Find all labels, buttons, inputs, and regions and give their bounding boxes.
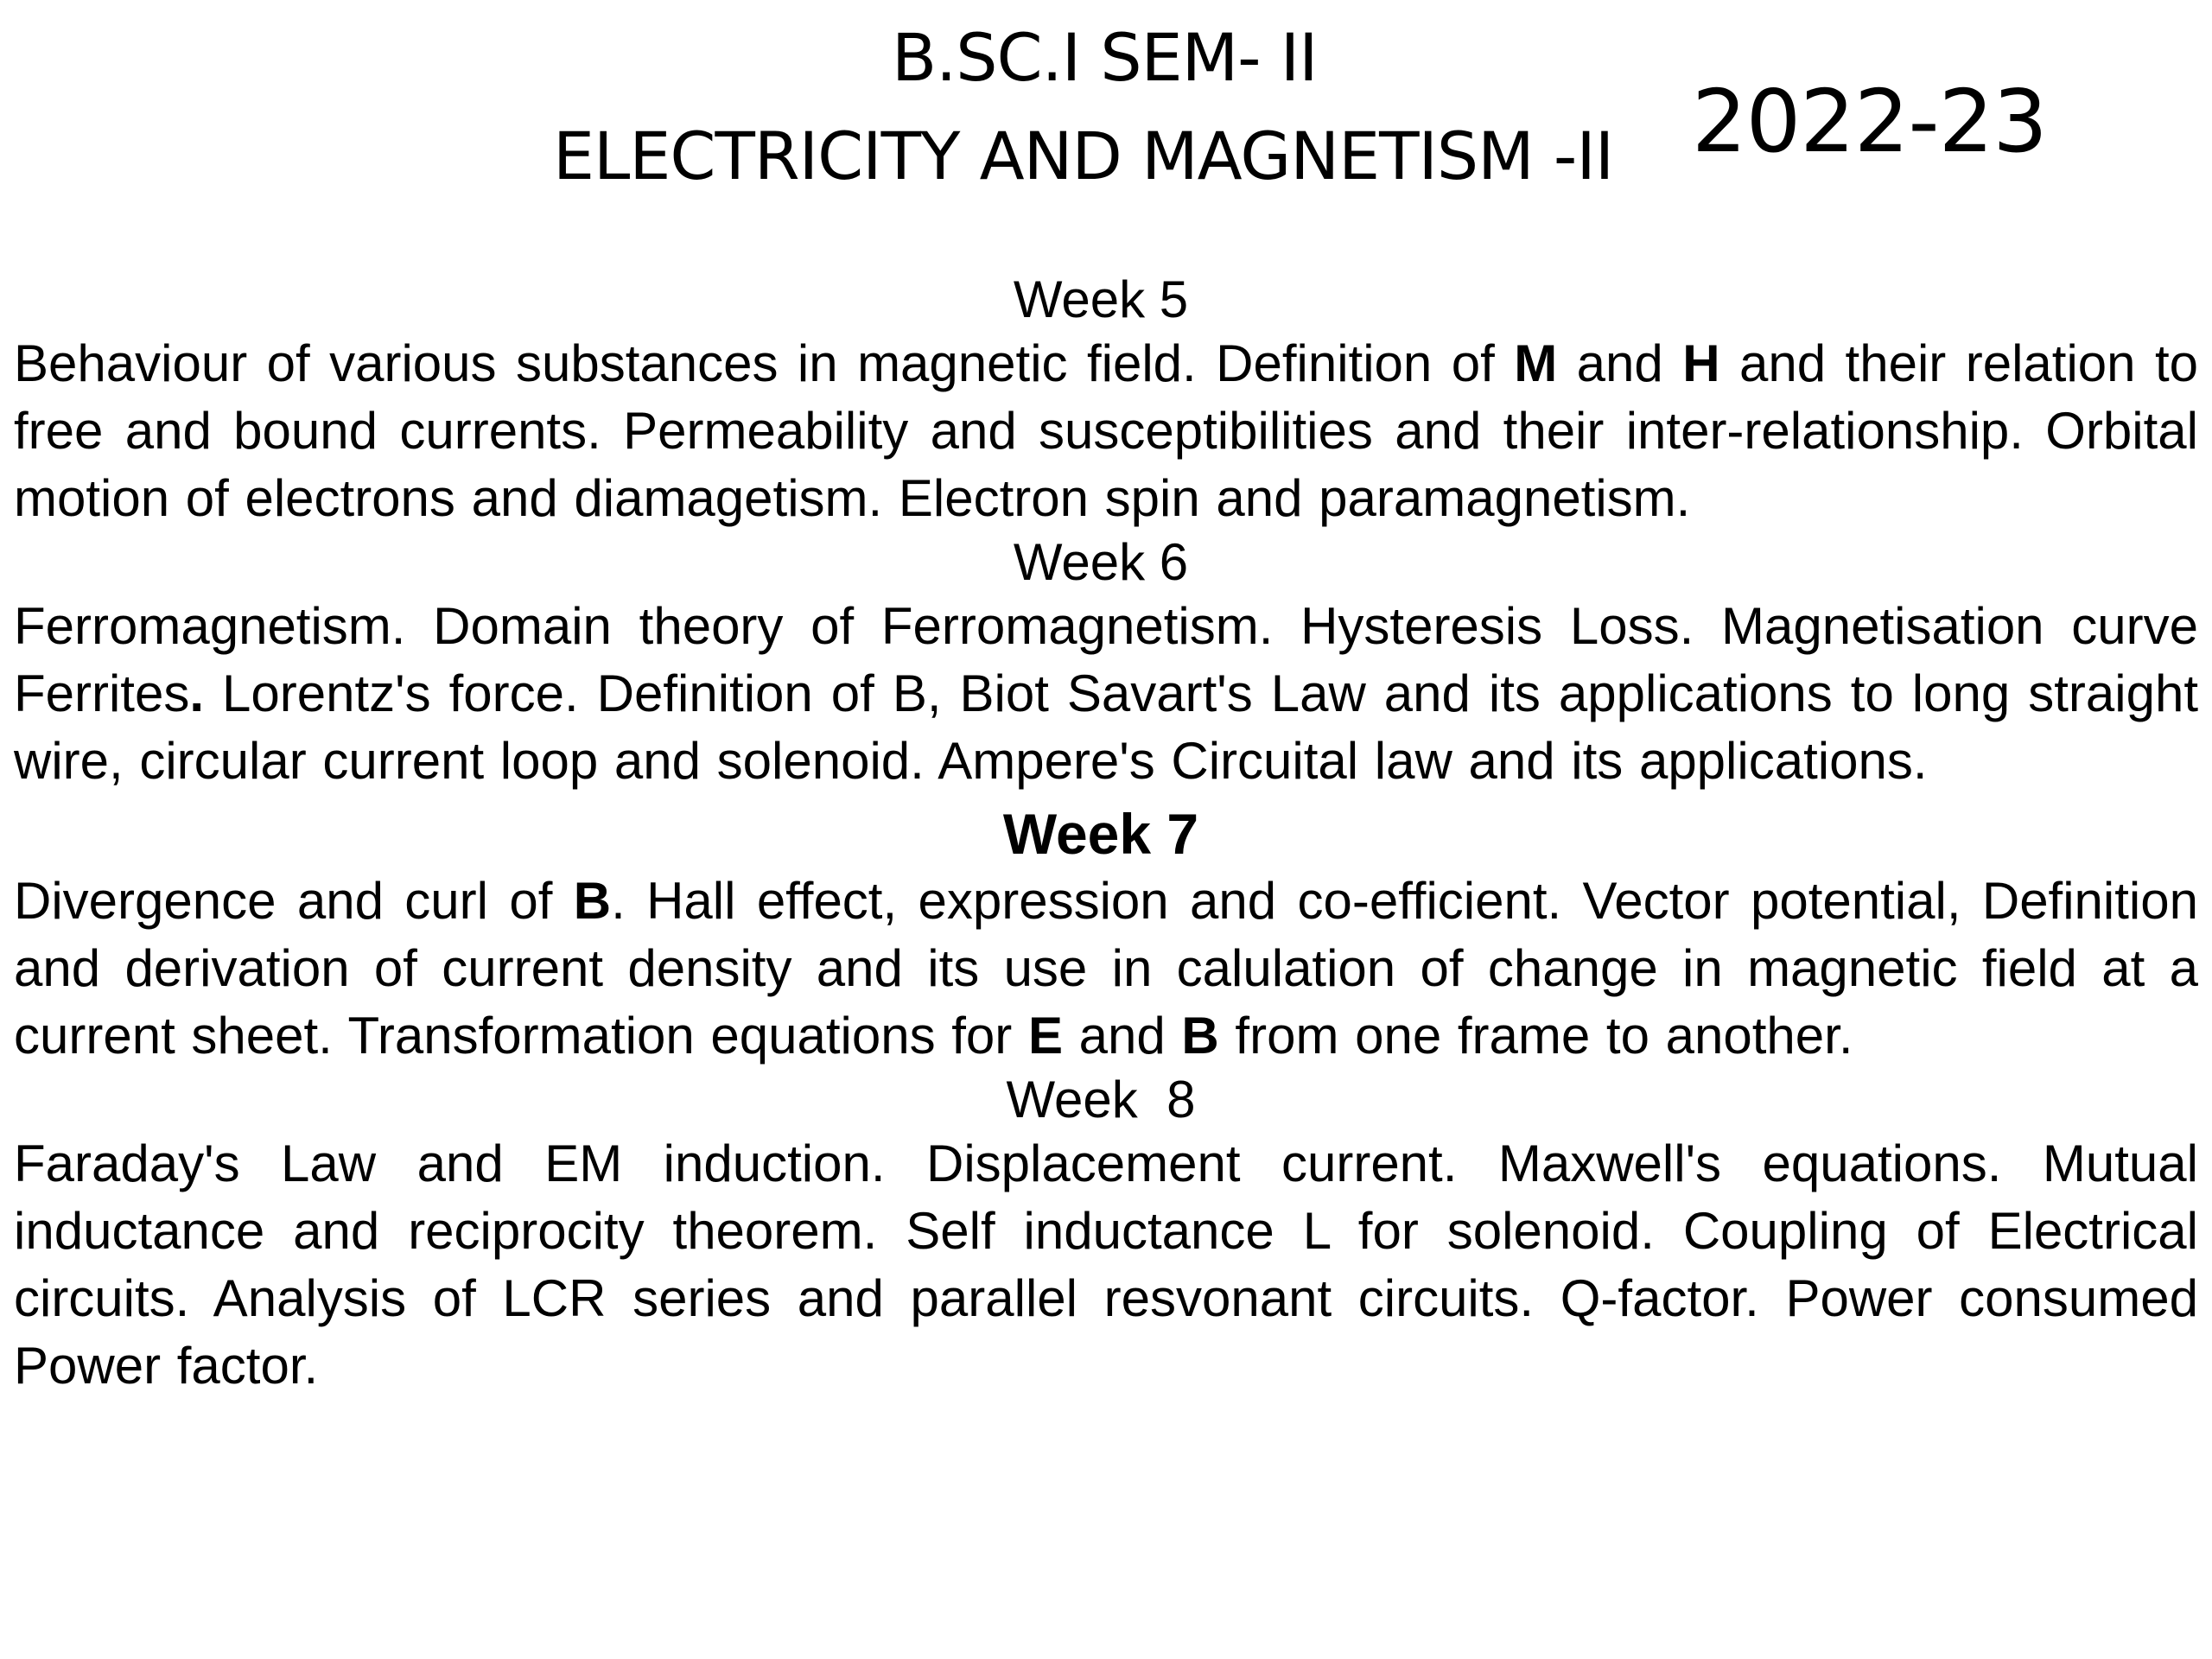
bold-symbol: . [189,664,205,722]
bold-symbol: E [1027,1007,1063,1065]
course-title: B.SC.I SEM- II [892,19,1318,96]
week-5-heading: Week 5 [1013,270,1189,328]
text-segment: and [1557,334,1683,392]
text-segment: and their relation to free and bound currents. Permeability and susceptibilities and their inter-relationship. Orbital motion of electrons and diamagetism. Electron spin and paramagnetism. [14,334,2198,527]
week-7-heading: Week 7 [1002,802,1199,866]
week-7-section [14,800,2198,1070]
week-6-description [14,593,2198,795]
week-6-section [14,532,2198,795]
text-segment: from one frame to another. [1218,1007,1853,1065]
week-6-heading: Week 6 [1013,533,1189,591]
text-segment: and [1062,1007,1182,1065]
bold-symbol: M [1514,334,1558,392]
week-8-heading: Week 8 [1006,1071,1196,1128]
text-segment: Divergence and curl of [14,872,574,930]
week-8-section [14,1070,2198,1400]
text-segment: Ferromagnetism. Domain theory of Ferromagnetism. Hysteresis Loss. Magnetisation curve Ferrites [14,597,2198,722]
subject-title: ELECTRICITY AND MAGNETISM -II [553,118,1614,194]
text-segment: Faraday's Law and EM induction. Displacement current. Maxwell's equations. Mutual inductance and reciprocity theorem. Self inductance L for solenoid. Coupling of Electrical circuits. Analysis of LCR series and parallel resvonant circuits. Q-factor. Power consumed Power factor. [14,1135,2198,1395]
text-segment: . Hall effect, expression and co-efficient. Vector potential, Definition and derivation of current density and its use in calulation of change in magnetic field at a current sheet. Transformation equations for [14,872,2198,1065]
text-segment: Behaviour of various substances in magnetic field. Definition of [14,334,1515,392]
document-header [0,0,2212,225]
week-5-description [14,330,2198,532]
text-segment: Lorentz's force. Definition of B, Biot Savart's Law and its applications to long straight wire, circular current loop and solenoid. Ampere's Circuital law and its applications. [14,664,2198,790]
syllabus-content [14,270,2198,1400]
bold-symbol: B [1181,1007,1219,1065]
week-7-description [14,868,2198,1070]
week-8-description [14,1130,2198,1400]
week-5-section [14,270,2198,532]
bold-symbol: B [573,872,612,930]
academic-year: 2022-23 [1692,71,2047,172]
bold-symbol: H [1682,334,1720,392]
